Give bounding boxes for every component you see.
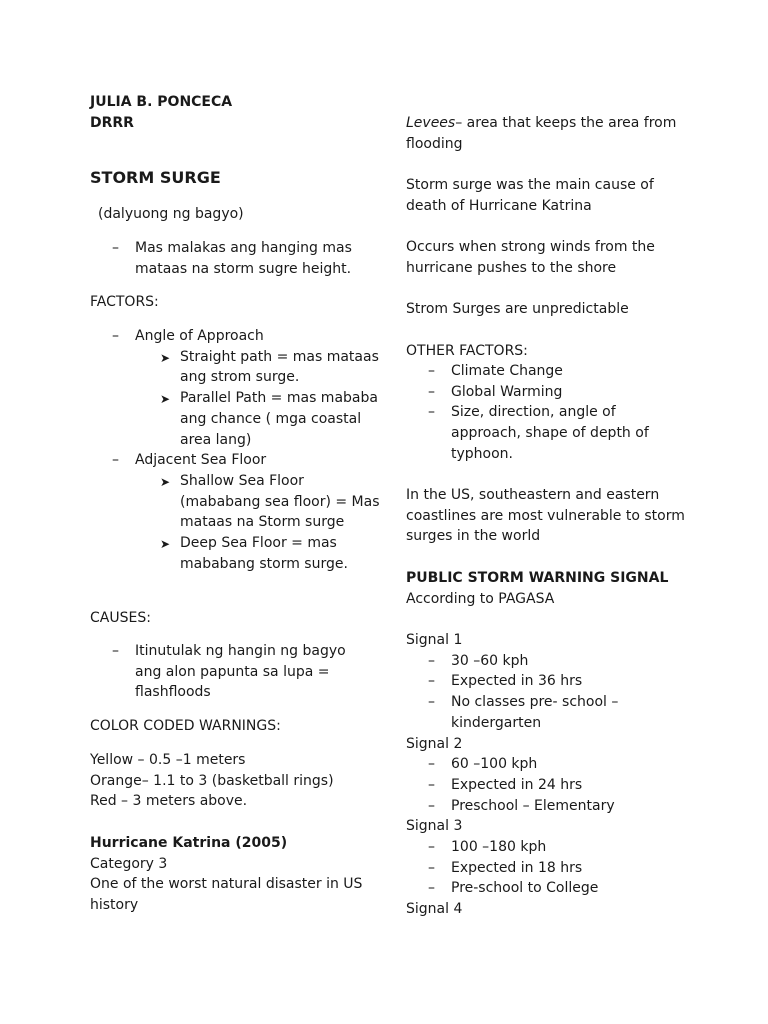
color-warnings (90, 750, 390, 812)
list-item: ➤ Shallow Sea Floor (mababang sea floor) = Mas mataas na Storm surge (160, 472, 380, 531)
signal-label: Signal 4 (406, 901, 463, 918)
list-item: – Mas malakas ang hanging mas mataas na storm sugre height. (90, 238, 360, 279)
signal-label: Signal 2 (406, 735, 463, 752)
list-item: – 100 –180 kph (406, 837, 706, 858)
list-item: – 60 –100 kph (406, 754, 706, 775)
factor-item: – Angle of Approach (90, 326, 380, 347)
subject-name: DRRR (90, 115, 134, 131)
list-item: – Climate Change (406, 361, 656, 382)
paragraph: Occurs when strong winds from the hurricane pushes to the shore (406, 239, 655, 276)
other-factors-heading: OTHER FACTORS: (406, 343, 528, 359)
factors-heading: FACTORS: (90, 294, 159, 310)
arrow-bullet-icon: ➤ (160, 474, 171, 489)
factor-item: – Adjacent Sea Floor (90, 450, 380, 471)
list-item: – Expected in 18 hrs (406, 858, 706, 879)
signal-label: Signal 3 (406, 818, 463, 835)
list-item: – Global Warming (406, 382, 656, 403)
doc-subtitle: (dalyuong ng bagyo) (98, 206, 244, 222)
author-name: JULIA B. PONCECA (90, 94, 233, 110)
factors-block (90, 326, 380, 574)
list-item: ➤ Deep Sea Floor = mas mababang storm surge. (160, 535, 348, 572)
paragraph: Storm surge was the main cause of death of Hurricane Katrina (406, 177, 654, 214)
color-heading: COLOR CODED WARNINGS: (90, 718, 281, 734)
list-item: ➤ Straight path = mas mataas ang strom surge. (160, 348, 379, 386)
causes-heading: CAUSES: (90, 610, 151, 626)
signals-block (406, 630, 706, 920)
doc-title: STORM SURGE (90, 168, 221, 187)
katrina-desc: One of the worst natural disaster in US history (90, 876, 363, 914)
paragraph: In the US, southeastern and eastern coastlines are most vulnerable to storm surges in the world (406, 487, 685, 545)
list-item: – Preschool – Elementary (406, 796, 706, 817)
color-warning-yellow: Yellow – 0.5 –1 meters (90, 752, 246, 768)
katrina-category: Category 3 (90, 855, 168, 872)
causes-list (90, 641, 350, 703)
intro-list (90, 238, 360, 279)
other-factors-list (406, 361, 656, 465)
list-item: – Expected in 24 hrs (406, 775, 706, 796)
signal-source: According to PAGASA (406, 591, 555, 607)
color-warning-red: Red – 3 meters above. (90, 793, 248, 810)
list-item: – No classes pre- school – kindergarten (406, 692, 636, 733)
signal-label: Signal 1 (406, 632, 463, 648)
list-item: – Pre-school to College (406, 878, 706, 899)
arrow-bullet-icon: ➤ (160, 350, 171, 365)
color-warning-orange: Orange– 1.1 to 3 (basketball rings) (90, 772, 334, 789)
katrina-section (90, 833, 370, 916)
list-item: – Itinutulak ng hangin ng bagyo ang alon papunta sa lupa = flashfloods (90, 641, 350, 703)
list-item: – Expected in 36 hrs (406, 671, 636, 692)
levees-term: Levees (406, 115, 456, 131)
list-item: ➤ Parallel Path = mas mababa ang chance ( mga coastal area lang) (160, 390, 378, 448)
paragraph: Strom Surges are unpredictable (406, 301, 629, 317)
list-item: – Size, direction, angle of approach, shape of depth of typhoon. (406, 402, 656, 464)
arrow-bullet-icon: ➤ (160, 537, 171, 552)
list-item: – 30 –60 kph (406, 651, 636, 672)
levees-paragraph: Levees– area that keeps the area from flooding (406, 115, 677, 152)
signal-title: PUBLIC STORM WARNING SIGNAL (406, 570, 669, 586)
arrow-bullet-icon: ➤ (160, 392, 171, 407)
katrina-title: Hurricane Katrina (2005) (90, 835, 288, 851)
